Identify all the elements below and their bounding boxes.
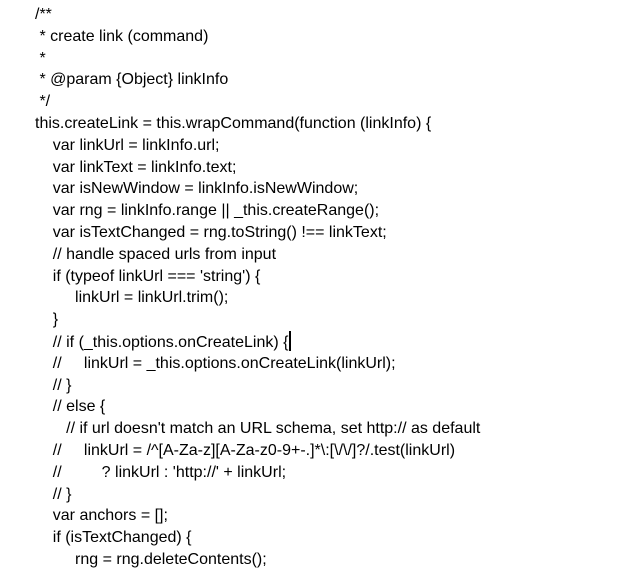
code-line-text: // handle spaced urls from input — [35, 245, 277, 263]
code-line — [35, 440, 618, 462]
code-line-text: var anchors = []; — [35, 507, 168, 525]
code-line — [35, 200, 618, 222]
code-line — [35, 26, 618, 48]
code-line-text: // linkUrl = /^[A-Za-z][A-Za-z0-9+-.]*\:[\/\/]?/.test(linkUrl) — [35, 441, 456, 459]
code-line-text: } — [35, 311, 59, 329]
code-line-text: var isTextChanged = rng.toString() !== linkText; — [35, 223, 387, 241]
code-line-text: var linkText = linkInfo.text; — [35, 158, 237, 176]
code-line-text: * @param {Object} linkInfo — [35, 71, 229, 89]
code-line-text: * create link (command) — [35, 27, 209, 45]
code-line — [35, 91, 618, 113]
code-line-text: // ? linkUrl : 'http://' + linkUrl; — [35, 463, 287, 481]
code-line — [35, 527, 618, 549]
code-line — [35, 353, 618, 375]
code-line-text: var rng = linkInfo.range || _this.createRange(); — [35, 202, 380, 220]
code-line — [35, 48, 618, 70]
code-line — [35, 331, 618, 353]
code-line-text: // if url doesn't match an URL schema, set http:// as default — [35, 420, 481, 438]
code-line — [35, 375, 618, 397]
code-line — [35, 396, 618, 418]
code-line-text: // } — [35, 485, 72, 503]
code-line — [35, 4, 618, 26]
code-line — [35, 244, 618, 266]
code-line — [35, 418, 618, 440]
code-line-text: // linkUrl = _this.options.onCreateLink(linkUrl); — [35, 354, 396, 372]
text-caret — [289, 331, 291, 351]
code-line-text: if (typeof linkUrl === 'string') { — [35, 267, 261, 285]
code-line — [35, 157, 618, 179]
code-line — [35, 222, 618, 244]
code-line-text: /** — [35, 6, 52, 23]
code-line-text: if (isTextChanged) { — [35, 529, 192, 547]
code-line-text: // } — [35, 376, 72, 394]
code-line-text: rng = rng.deleteContents(); — [35, 550, 267, 568]
code-line — [35, 266, 618, 288]
code-line-text: var linkUrl = linkInfo.url; — [35, 136, 220, 154]
code-line-text: linkUrl = linkUrl.trim(); — [35, 289, 229, 307]
code-line — [35, 178, 618, 200]
code-line — [35, 484, 618, 506]
code-line — [35, 462, 618, 484]
code-line-text: this.createLink = this.wrapCommand(function (linkInfo) { — [35, 114, 432, 132]
code-line — [35, 287, 618, 309]
code-line-text: // else { — [35, 398, 106, 416]
code-line — [35, 113, 618, 135]
code-line — [35, 135, 618, 157]
code-line — [35, 505, 618, 527]
code-line — [35, 549, 618, 571]
code-line-text: // if (_this.options.onCreateLink) { — [35, 333, 289, 351]
code-line-text: * — [35, 49, 46, 67]
code-line-text: */ — [35, 93, 51, 111]
code-line — [35, 309, 618, 331]
code-line — [35, 69, 618, 91]
code-line-text: var isNewWindow = linkInfo.isNewWindow; — [35, 180, 359, 198]
